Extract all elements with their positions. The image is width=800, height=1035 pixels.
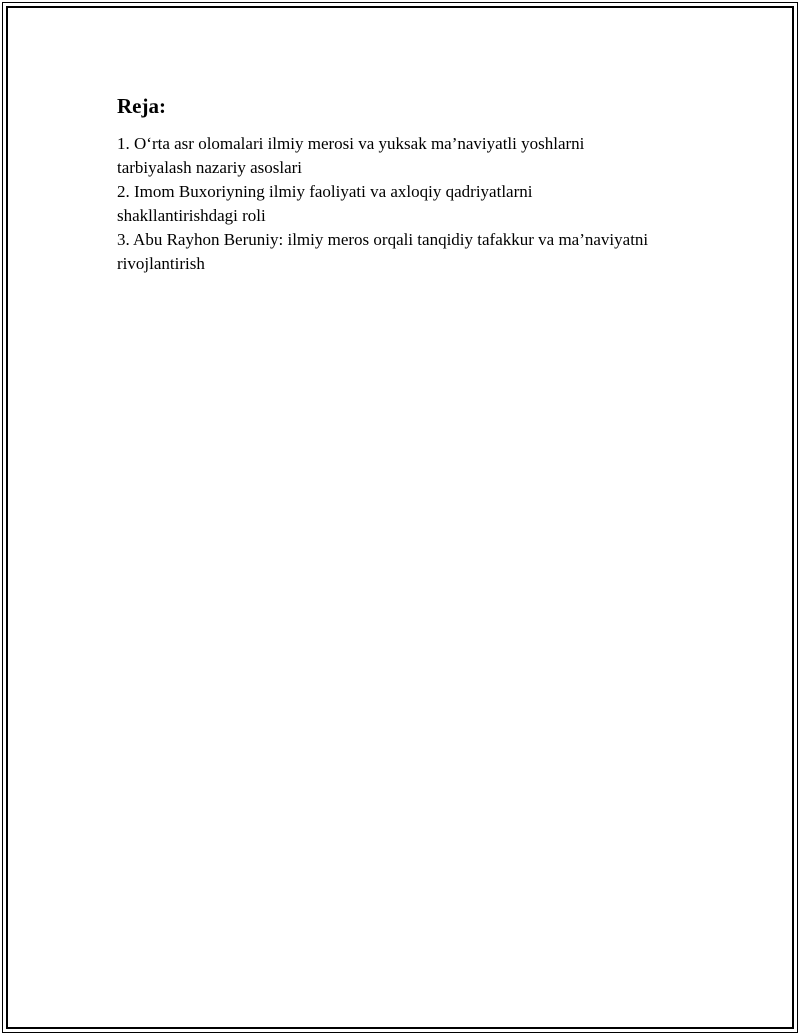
- plan-item-3: 3. Abu Rayhon Beruniy: ilmiy meros orqali tanqidiy tafakkur va ma’naviyatni rivojlantirish: [117, 230, 649, 273]
- document-body: [117, 92, 657, 276]
- plan-item-1: 1. O‘rta asr olomalari ilmiy merosi va yuksak ma’naviyatli yoshlarni tarbiyalash nazariy asoslari: [117, 134, 585, 177]
- plan-list: [117, 132, 657, 276]
- plan-heading: Reja:: [117, 94, 166, 118]
- plan-item-2: 2. Imom Buxoriyning ilmiy faoliyati va axloqiy qadriyatlarni shakllantirishdagi roli: [117, 182, 533, 225]
